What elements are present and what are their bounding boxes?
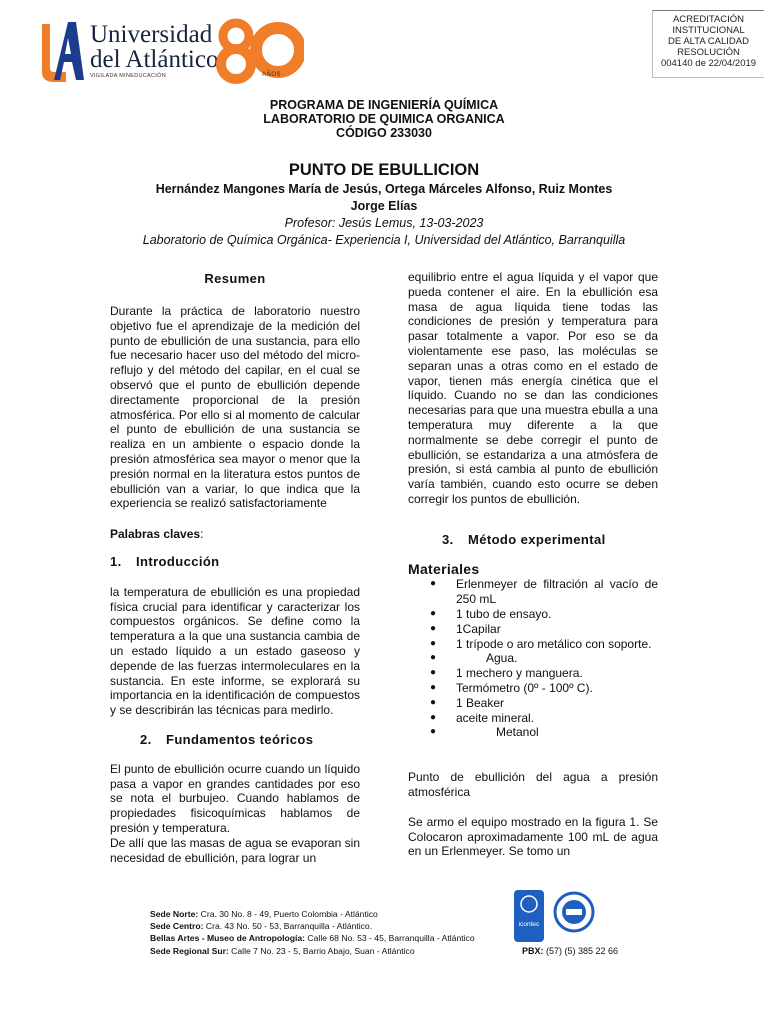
paper-title-block [110,160,658,249]
bullet-icon: ● [430,578,437,590]
paper-title: PUNTO DE EBULLICION [288,161,480,179]
accreditation-line: INSTITUCIONAL [672,25,745,36]
university-name-line2: del Atlántico [90,46,219,73]
intro-heading-text: Introducción [136,553,220,569]
anniversary-badge [214,16,304,88]
fundamentals-text-1: El punto de ebullición ocurre cuando un líquido pasa a vapor en grandes cantidades por eso se nota el burbujeo. Cuando hablamos de propiedades fisicoquímicas hablamos de presión y temperatura. [110,761,360,835]
university-shield-icon [36,14,86,84]
bullet-icon: ● [430,711,437,723]
list-item: ● 1 mechero y manguera. [430,666,583,681]
keywords-colon: : [200,527,204,542]
footer-address-row: Sede Regional Sur: Calle 7 No. 23 - 5, Barrio Abajo, Suan - Atlántico [150,945,415,956]
footer-address-row: Sede Centro: Cra. 43 No. 50 - 53, Barranquilla - Atlántico. [150,921,373,932]
intro-heading [110,555,360,570]
list-item: ● 1 trípode o aro metálico con soporte. [430,636,652,651]
bullet-icon: ● [430,681,437,693]
icontec-label: icontec [518,921,540,928]
bullet-icon: ● [430,667,437,679]
continuation-text: equilibrio entre el agua líquida y el vapor que pueda contener el aire. En la ebullición esa masa de agua líquida tiene todas las condiciones de presión y temperatura para pasar totalmente a vapor. Por eso se da violentamente ese paso, las moléculas se separan unas a otras como en el estado de vapor, tienen más energía cinética que el líquido. Cuando no se dan las condiciones necesarias para que una muestra ebulla a una temperatura muy diferente a la que normalmente se debe corregir el punto de ebullición, se estandariza a una atmósfera de presión, si está cambia al punto de ebullición varía también, cuando esto ocurre se deben corregir los puntos de ebullición. [408,270,658,506]
accreditation-box [652,10,764,78]
method-number: 3. [442,531,454,547]
resumen-text: Durante la práctica de laboratorio nuestro objetivo fue el aprendizaje de la medición del punto de ebullición de una sustancia, para ello fue necesario hacer uso del método del micro-reflujo y del método del capilar, en el cual se observó que el punto de ebullición depende directamente proporcional de la presión atmosférica. Por ello si al momento de calcular el punto de ebullición de una sustancia se realiza en un ambiente o espacio donde la presión atmosférica sea mayor o menor que la presión normal en la literatura estos puntos de ebullición van a variar, lo que indica que la experiencia se realizó satisfactoriamente [110,304,360,511]
bullet-icon: ● [430,696,437,708]
fundamentals-number: 2. [140,731,152,747]
method-heading-text: Método experimental [468,531,606,547]
list-item: ● Metanol [430,725,539,740]
intro-number: 1. [110,553,122,569]
resumen-heading: Resumen [204,271,266,286]
accreditation-line: ACREDITACIÓN [672,14,745,25]
accreditation-line: DE ALTA CALIDAD [668,36,749,47]
left-column [110,270,360,865]
paper-authors [110,181,658,215]
course-code: CÓDIGO 233030 [336,126,432,140]
materials-heading: Materiales [408,560,480,577]
method-heading [408,533,658,548]
pbx-label: PBX: [522,946,544,956]
pbx-number: (57) (5) 385 22 66 [543,946,619,956]
icontec-certification-icon [510,888,620,946]
materials-list [408,577,658,740]
list-item: ● Termómetro (0º - 100º C). [430,680,593,695]
accreditation-line: RESOLUCIÓN [677,47,740,58]
list-item: ● 1 Beaker [430,695,505,710]
footer-address-row: Sede Norte: Cra. 30 No. 8 - 49, Puerto Colombia - Atlántico [150,909,378,919]
authors-line2: Jorge Elías [350,199,418,213]
list-item: ● 1 tubo de ensayo. [430,606,552,621]
intro-text: la temperatura de ebullición es una propiedad física crucial para identificar y caracterizar los compuestos orgánicos. Se define como la temperatura a la que una sustancia cambia de un estado líquido a un estado gaseoso y depende de las fuerzas intermoleculares en la sustancia. En este informe, se explorará su importancia en la identificación de compuestos y se describirán las técnicas para medirlo. [110,584,360,718]
list-item: ● 1Capilar [430,621,501,636]
bullet-icon: ● [430,637,437,649]
anniversary-years-label: AÑOS [262,72,282,78]
list-item: ● Erlenmeyer de filtración al vacío de 250 mL [430,577,658,607]
keywords-label: Palabras claves [110,527,201,542]
bullet-icon: ● [430,726,437,738]
right-column [408,270,658,859]
university-tagline: VIGILADA MINEDUCACIÓN [90,73,166,79]
keywords-line [110,527,360,542]
setup-text: Se armo el equipo mostrado en la figura 1. Se Colocaron aproximadamente 100 mL de agua en un Erlenmeyer. Se tomo un [408,814,658,859]
university-logo [36,14,298,86]
bullet-icon: ● [430,607,437,619]
list-item: ● aceite mineral. [430,710,535,725]
anniversary-80-icon [214,16,304,88]
university-name [90,22,218,81]
fundamentals-heading [110,733,360,748]
pbx-line [522,946,618,956]
bullet-icon: ● [430,652,437,664]
bullet-icon: ● [430,622,437,634]
university-name-line1: Universidad [90,21,213,48]
lab-name: LABORATORIO DE QUIMICA ORGANICA [263,112,505,126]
program-header [0,98,768,140]
footer-address-row: Bellas Artes - Museo de Antropología: Calle 68 No. 53 - 45, Barranquilla - Atlántico [150,933,475,944]
fundamentals-heading-text: Fundamentos teóricos [166,731,314,747]
footer-addresses [150,908,475,957]
list-item: ● Agua. [430,651,518,666]
fundamentals-text-2: De allí que las masas de agua se evaporan sin necesidad de ebullición, para lograr un [110,835,360,865]
accreditation-line: 004140 de 22/04/2019 [660,58,757,69]
authors-line1: Hernández Mangones María de Jesús, Ortega Márceles Alfonso, Ruiz Montes [155,182,613,196]
certification-logos [510,888,620,946]
professor-line: Profesor: Jesús Lemus, 13-03-2023 [284,216,484,230]
program-name: PROGRAMA DE INGENIERÍA QUÍMICA [269,98,499,112]
affiliation-line: Laboratorio de Química Orgánica- Experiencia I, Universidad del Atlántico, Barranquilla [142,233,626,247]
boiling-point-text: Punto de ebullición del agua a presión atmosférica [408,770,658,799]
